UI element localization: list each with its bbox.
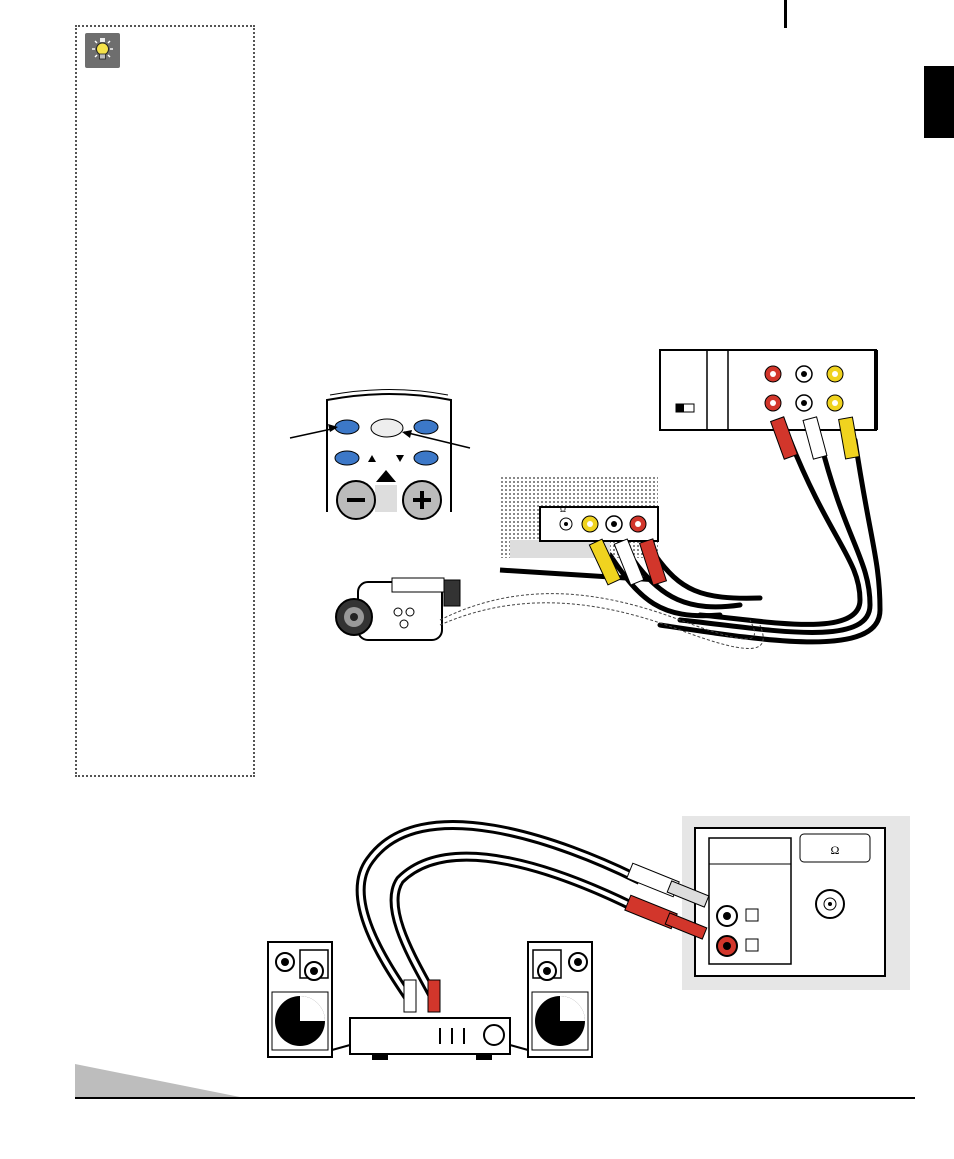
audio-system-connection-illustration: [0, 800, 954, 1100]
stereo-amplifier: [332, 1018, 528, 1060]
camcorder-icon: [336, 578, 460, 640]
vcr-jack-row-bottom: [765, 395, 843, 411]
vcr-plugs: [771, 417, 860, 459]
right-speaker: [528, 942, 592, 1057]
audio-panel-omega: Ω: [830, 843, 840, 857]
audio-cables: [361, 825, 640, 1000]
tv-audio-out-panel: [682, 816, 910, 990]
left-speaker: [268, 942, 332, 1057]
footer-page-tab: [75, 1064, 245, 1098]
vcr-jack-row-top: [765, 366, 843, 382]
remote-control-illustration: [290, 390, 470, 520]
footer-rule: [75, 1097, 915, 1099]
camcorder-output-lines: [440, 594, 763, 649]
tv-jack-omega: Ω: [560, 505, 566, 514]
